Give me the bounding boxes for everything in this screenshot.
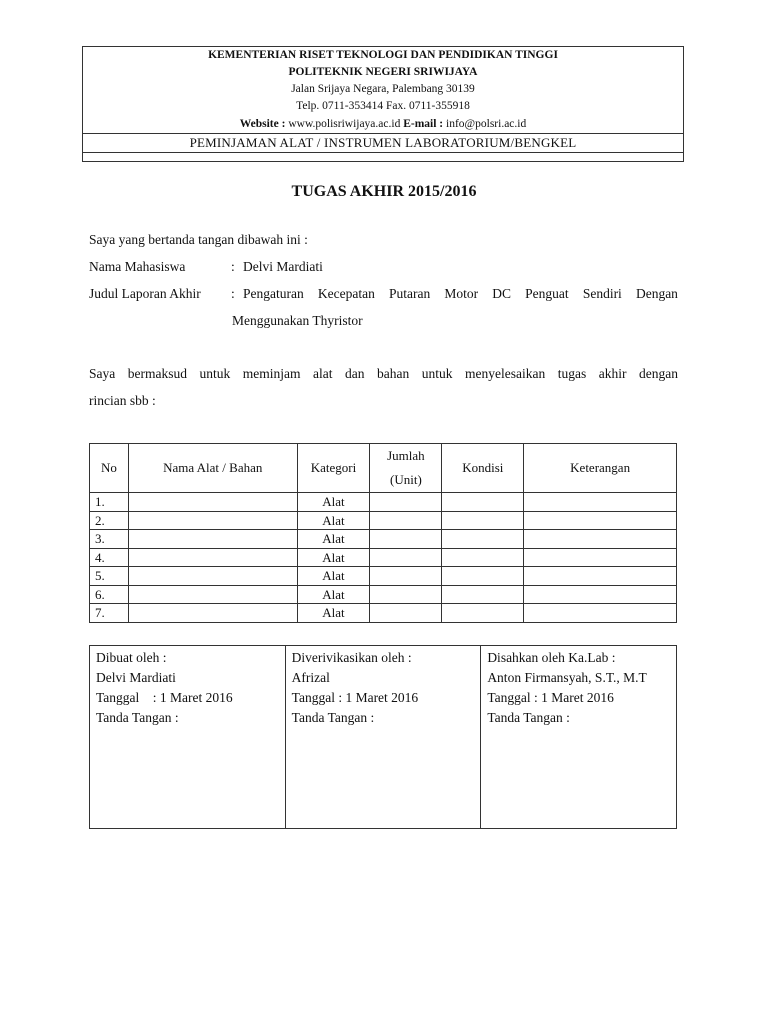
made-by-cell [90,646,286,829]
category-cell: Alat [297,493,370,512]
made-by-role: Dibuat oleh : [96,650,167,665]
report-word: Motor [444,286,479,301]
purpose-word: akhir [598,366,627,381]
website-link[interactable]: www.polisriwijaya.ac.id [288,118,401,130]
purpose-line1 [89,365,678,383]
verified-by-signature-label: Tanda Tangan : [291,710,375,725]
header-bottom-rule [83,152,683,153]
item-name-cell[interactable] [128,604,297,623]
category-cell: Alat [297,567,370,586]
col-header-quantity-line2: (Unit) [390,472,422,487]
item-name-cell[interactable] [128,585,297,604]
remarks-cell[interactable] [524,493,677,512]
report-word: Sendiri [582,286,622,301]
table-row [90,530,677,549]
report-word: Dengan [635,286,678,301]
contact-line [83,117,683,131]
verified-by-name: Afrizal [291,670,330,685]
col-header-category: Kategori [297,444,370,493]
student-name-label: Nama Mahasiswa [89,259,186,274]
purpose-word: tugas [557,366,587,381]
email-label: E-mail : [403,118,444,130]
row-number: 6. [90,585,129,604]
made-by-date: Tanggal : 1 Maret 2016 [96,690,233,705]
institution-phone: Telp. 0711-353414 Fax. 0711-355918 [296,100,470,112]
table-row [90,493,677,512]
col-header-quantity-line1: Jumlah [387,448,425,463]
condition-cell[interactable] [442,548,524,567]
category-cell: Alat [297,585,370,604]
purpose-word: untuk [199,366,231,381]
items-table [89,443,677,623]
letterhead [82,46,684,162]
col-header-item-name: Nama Alat / Bahan [128,444,297,493]
header-divider [83,133,683,134]
remarks-cell[interactable] [524,548,677,567]
document-title: TUGAS AKHIR 2015/2016 [291,183,477,200]
col-header-no: No [90,444,129,493]
row-number: 3. [90,530,129,549]
item-name-cell[interactable] [128,567,297,586]
col-header-condition: Kondisi [442,444,524,493]
quantity-cell[interactable] [370,604,442,623]
table-row [90,511,677,530]
approved-by-role: Disahkan oleh Ka.Lab : [487,650,616,665]
table-row [90,567,677,586]
row-number: 1. [90,493,129,512]
condition-cell[interactable] [442,585,524,604]
remarks-cell[interactable] [524,530,677,549]
report-word: Putaran [388,286,431,301]
condition-cell[interactable] [442,493,524,512]
condition-cell[interactable] [442,511,524,530]
purpose-line2: rincian sbb : [89,393,156,408]
verified-by-role: Diverivikasikan oleh : [291,650,412,665]
items-table-header [90,444,677,493]
item-name-cell[interactable] [128,511,297,530]
made-by-signature-label: Tanda Tangan : [96,710,179,725]
category-cell: Alat [297,548,370,567]
purpose-word: alat [313,366,333,381]
col-header-quantity [370,444,442,493]
category-cell: Alat [297,604,370,623]
purpose-word: bahan [377,366,410,381]
remarks-cell[interactable] [524,567,677,586]
report-word: DC [492,286,512,301]
student-name-colon: : [231,259,235,274]
form-title: PEMINJAMAN ALAT / INSTRUMEN LABORATORIUM/BENGKEL [189,135,577,150]
report-word: Kecepatan [317,286,375,301]
item-name-cell[interactable] [128,493,297,512]
col-header-remarks: Keterangan [524,444,677,493]
report-title-label: Judul Laporan Akhir [89,286,201,301]
purpose-word: menyelesaikan [465,366,546,381]
student-name-value: Delvi Mardiati [243,259,323,274]
report-title-line2: Menggunakan Thyristor [232,313,363,328]
table-row [90,548,677,567]
report-word: Penguat [525,286,569,301]
condition-cell[interactable] [442,530,524,549]
verified-by-cell [285,646,481,829]
approved-by-date: Tanggal : 1 Maret 2016 [487,690,614,705]
report-word: Pengaturan [243,286,304,301]
row-number: 7. [90,604,129,623]
remarks-cell[interactable] [524,511,677,530]
table-row [90,585,677,604]
quantity-cell[interactable] [370,511,442,530]
institution-name: POLITEKNIK NEGERI SRIWIJAYA [288,66,478,78]
signature-table [89,645,677,829]
quantity-cell[interactable] [370,548,442,567]
category-cell: Alat [297,530,370,549]
table-row [90,604,677,623]
institution-address: Jalan Srijaya Negara, Palembang 30139 [291,83,475,95]
website-label: Website : [239,118,286,130]
intro-text: Saya yang bertanda tangan dibawah ini : [89,232,308,247]
purpose-word: Saya [89,366,116,381]
quantity-cell[interactable] [370,585,442,604]
condition-cell[interactable] [442,567,524,586]
ministry-name: KEMENTERIAN RISET TEKNOLOGI DAN PENDIDIKAN TINGGI [208,49,558,61]
report-title-line1 [243,285,678,303]
row-number: 4. [90,548,129,567]
item-name-cell[interactable] [128,530,297,549]
verified-by-date: Tanggal : 1 Maret 2016 [291,690,419,705]
quantity-cell[interactable] [370,493,442,512]
report-title-colon: : [231,286,235,301]
category-cell: Alat [297,511,370,530]
row-number: 5. [90,567,129,586]
item-name-cell[interactable] [128,548,297,567]
approved-by-signature-label: Tanda Tangan : [487,710,570,725]
purpose-word: bermaksud [127,366,187,381]
approved-by-cell [481,646,677,829]
email-link[interactable]: info@polsri.ac.id [446,118,527,130]
purpose-word: meminjam [242,366,301,381]
purpose-word: dan [345,366,365,381]
quantity-cell[interactable] [370,530,442,549]
signature-row [90,646,677,829]
quantity-cell[interactable] [370,567,442,586]
approved-by-name: Anton Firmansyah, S.T., M.T [487,670,647,685]
remarks-cell[interactable] [524,604,677,623]
purpose-word: untuk [421,366,453,381]
made-by-name: Delvi Mardiati [96,670,176,685]
purpose-word: dengan [638,366,678,381]
row-number: 2. [90,511,129,530]
remarks-cell[interactable] [524,585,677,604]
condition-cell[interactable] [442,604,524,623]
